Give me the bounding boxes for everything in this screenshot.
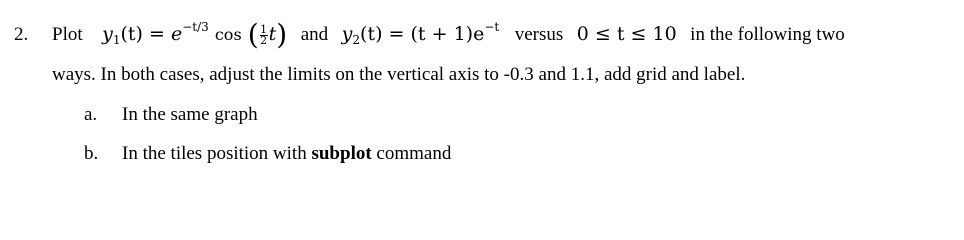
item-label: a. (84, 104, 98, 125)
equation-y2: $y_2(t) = (t + 1)e^{-t}$ (341, 20, 500, 47)
item-label: b. (84, 143, 99, 164)
item-text: In the same graph (122, 104, 258, 125)
list-item-a (84, 104, 258, 126)
intro-text: Plot (52, 24, 83, 45)
equation-y1: $y_1(t) = e^{-t/3}$ cos ( $\frac{1}{2}$ t) (102, 18, 288, 51)
problem-number: 2. (14, 24, 29, 45)
and-text: and (300, 24, 329, 45)
versus-text: versus (514, 24, 564, 45)
item-text: In the tiles position with (122, 143, 312, 164)
range-text: 0 ≤ t ≤ 10 (576, 23, 677, 45)
problem-line-2: ways. In both cases, adjust the limits on the vertical axis to -0.3 and 1.1, add grid and label. (52, 64, 746, 85)
subplot-keyword: subplot (311, 143, 372, 164)
problem-line-1 (14, 18, 845, 51)
tail-text: in the following two (690, 24, 845, 45)
fraction-one-half: $\frac{1}{2}$ (260, 22, 268, 47)
list-item-b (84, 143, 451, 165)
item-text-after: command (371, 143, 452, 164)
